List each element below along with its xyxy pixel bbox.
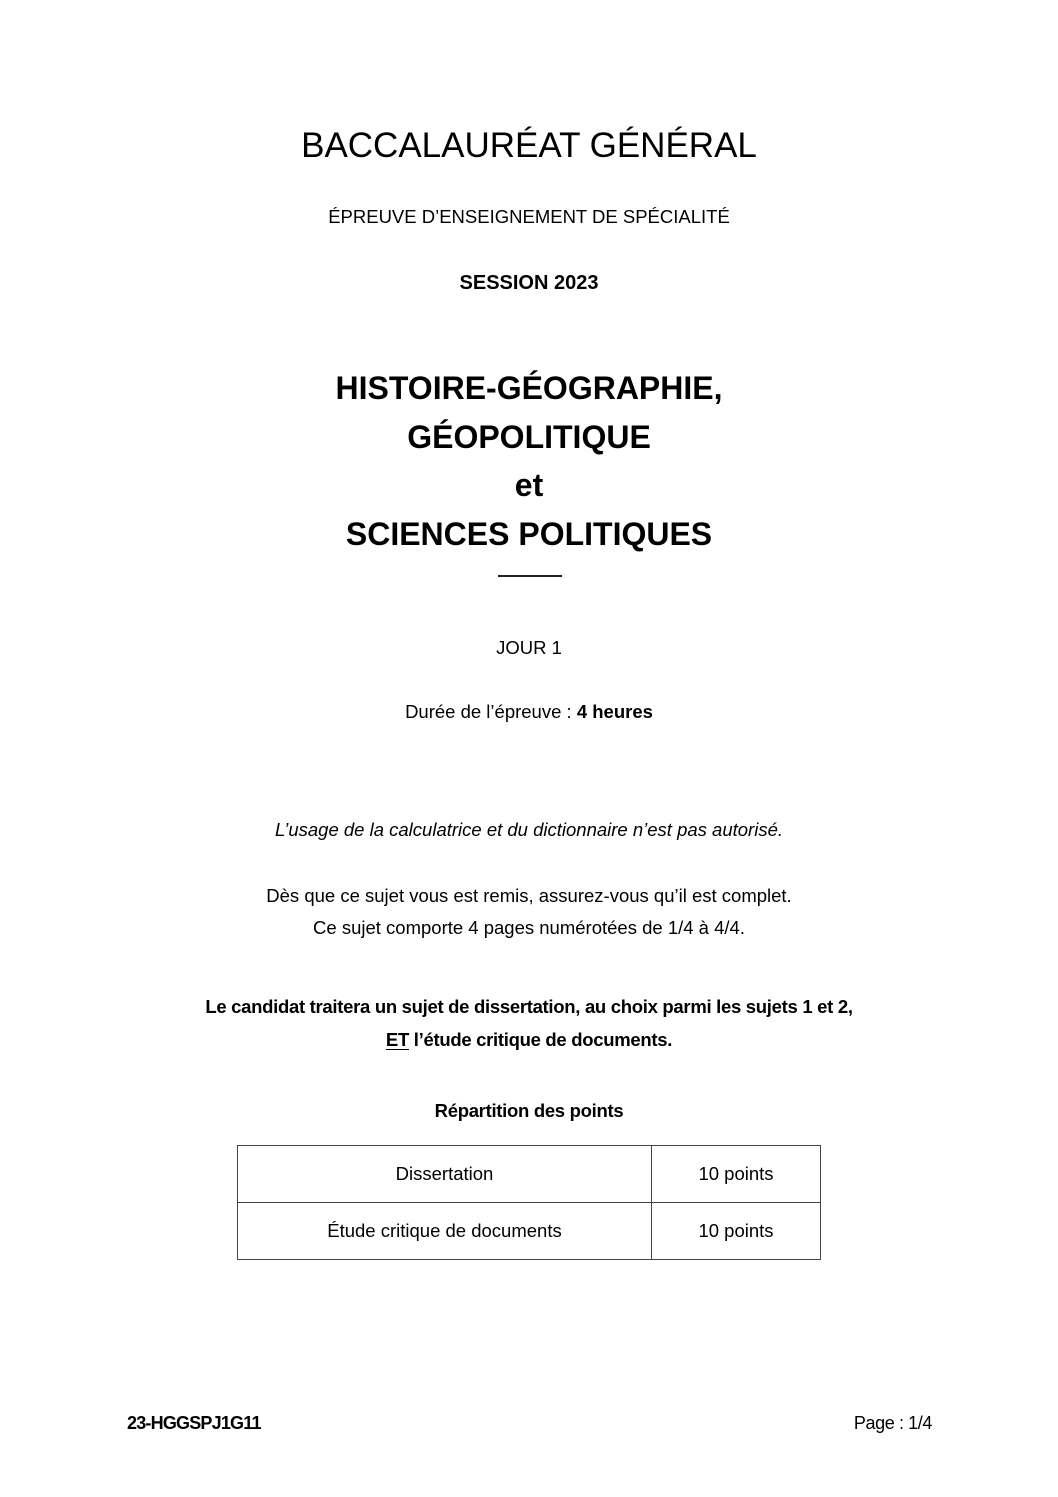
exam-title: BACCALAURÉAT GÉNÉRAL xyxy=(301,126,757,165)
page-count-notice: Ce sujet comporte 4 pages numérotées de 1/4 à 4/4. xyxy=(313,917,745,938)
candidate-line-2 xyxy=(0,1023,1058,1056)
table-row xyxy=(238,1146,821,1203)
session-label: SESSION 2023 xyxy=(459,272,599,294)
table-cell-item: Étude critique de documents xyxy=(238,1203,652,1260)
points-distribution-title: Répartition des points xyxy=(434,1100,624,1121)
exam-day: JOUR 1 xyxy=(496,637,562,658)
footer-page-number: Page : 1/4 xyxy=(853,1413,932,1433)
exam-duration xyxy=(0,700,1058,724)
candidate-line-1: Le candidat traitera un sujet de dissertation, au choix parmi les sujets 1 et 2, xyxy=(205,996,853,1017)
separator-line xyxy=(498,575,562,577)
table-cell-item: Dissertation xyxy=(238,1146,652,1203)
emphasis-et: ET xyxy=(385,1029,409,1050)
exam-subtitle: ÉPREUVE D’ENSEIGNEMENT DE SPÉCIALITÉ xyxy=(328,206,730,227)
candidate-line-2-rest: l’étude critique de documents. xyxy=(408,1029,673,1050)
subject-line: SCIENCES POLITIQUES xyxy=(345,515,713,552)
check-complete-notice: Dès que ce sujet vous est remis, assurez-vous qu’il est complet. xyxy=(266,885,792,906)
duration-label: Durée de l’épreuve : xyxy=(405,701,577,722)
footer-exam-code: 23-HGGSPJ1G11 xyxy=(127,1413,261,1433)
points-table xyxy=(237,1145,821,1260)
table-cell-value: 10 points xyxy=(652,1146,821,1203)
subject-heading xyxy=(0,364,1058,558)
usage-notice: L’usage de la calculatrice et du dictionnaire n’est pas autorisé. xyxy=(274,819,784,840)
table-cell-value: 10 points xyxy=(652,1203,821,1260)
subject-line: GÉOPOLITIQUE xyxy=(407,418,651,455)
table-row xyxy=(238,1203,821,1260)
candidate-instructions xyxy=(0,990,1058,1056)
subject-line: et xyxy=(514,467,544,503)
instructions xyxy=(0,880,1058,944)
duration-value: 4 heures xyxy=(576,701,653,722)
subject-line: HISTOIRE-GÉOGRAPHIE, xyxy=(335,370,723,406)
